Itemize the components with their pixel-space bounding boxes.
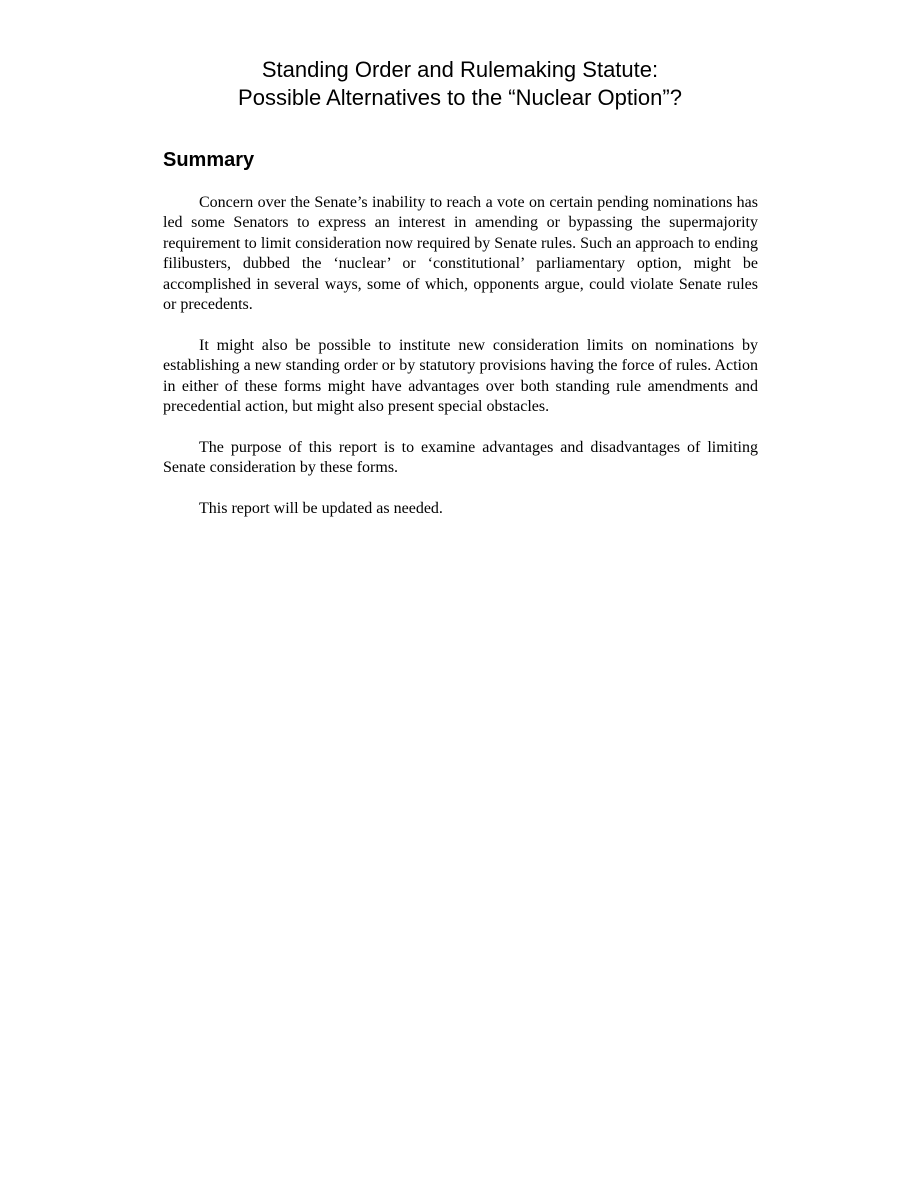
title-line-2: Possible Alternatives to the “Nuclear Option”? <box>238 85 682 110</box>
document-title <box>0 56 920 112</box>
summary-heading: Summary <box>163 149 255 171</box>
summary-paragraph-4: This report will be updated as needed. <box>199 500 443 518</box>
summary-paragraph-1: Concern over the Senate’s inability to reach a vote on certain pending nominations has led some Senators to express an interest in amending or bypassing the supermajority requirement to limit consideration now required by Senate rules. Such an approach to ending filibusters, dubbed the ‘nuclear’ or ‘constitutional’ parliamentary option, might be accomplished in several ways, some of which, opponents argue, could violate Senate rules or precedents. <box>163 194 758 314</box>
title-line-1: Standing Order and Rulemaking Statute: <box>261 57 659 82</box>
summary-body <box>163 193 758 540</box>
summary-paragraph-3: The purpose of this report is to examine advantages and disadvantages of limiting Senate consideration by these forms. <box>163 438 758 477</box>
summary-paragraph-2: It might also be possible to institute new consideration limits on nominations by establishing a new standing order or by statutory provisions having the force of rules. Action in either of these forms might have advantages over both standing rule amendments and precedential action, but might also present special obstacles. <box>163 336 758 416</box>
